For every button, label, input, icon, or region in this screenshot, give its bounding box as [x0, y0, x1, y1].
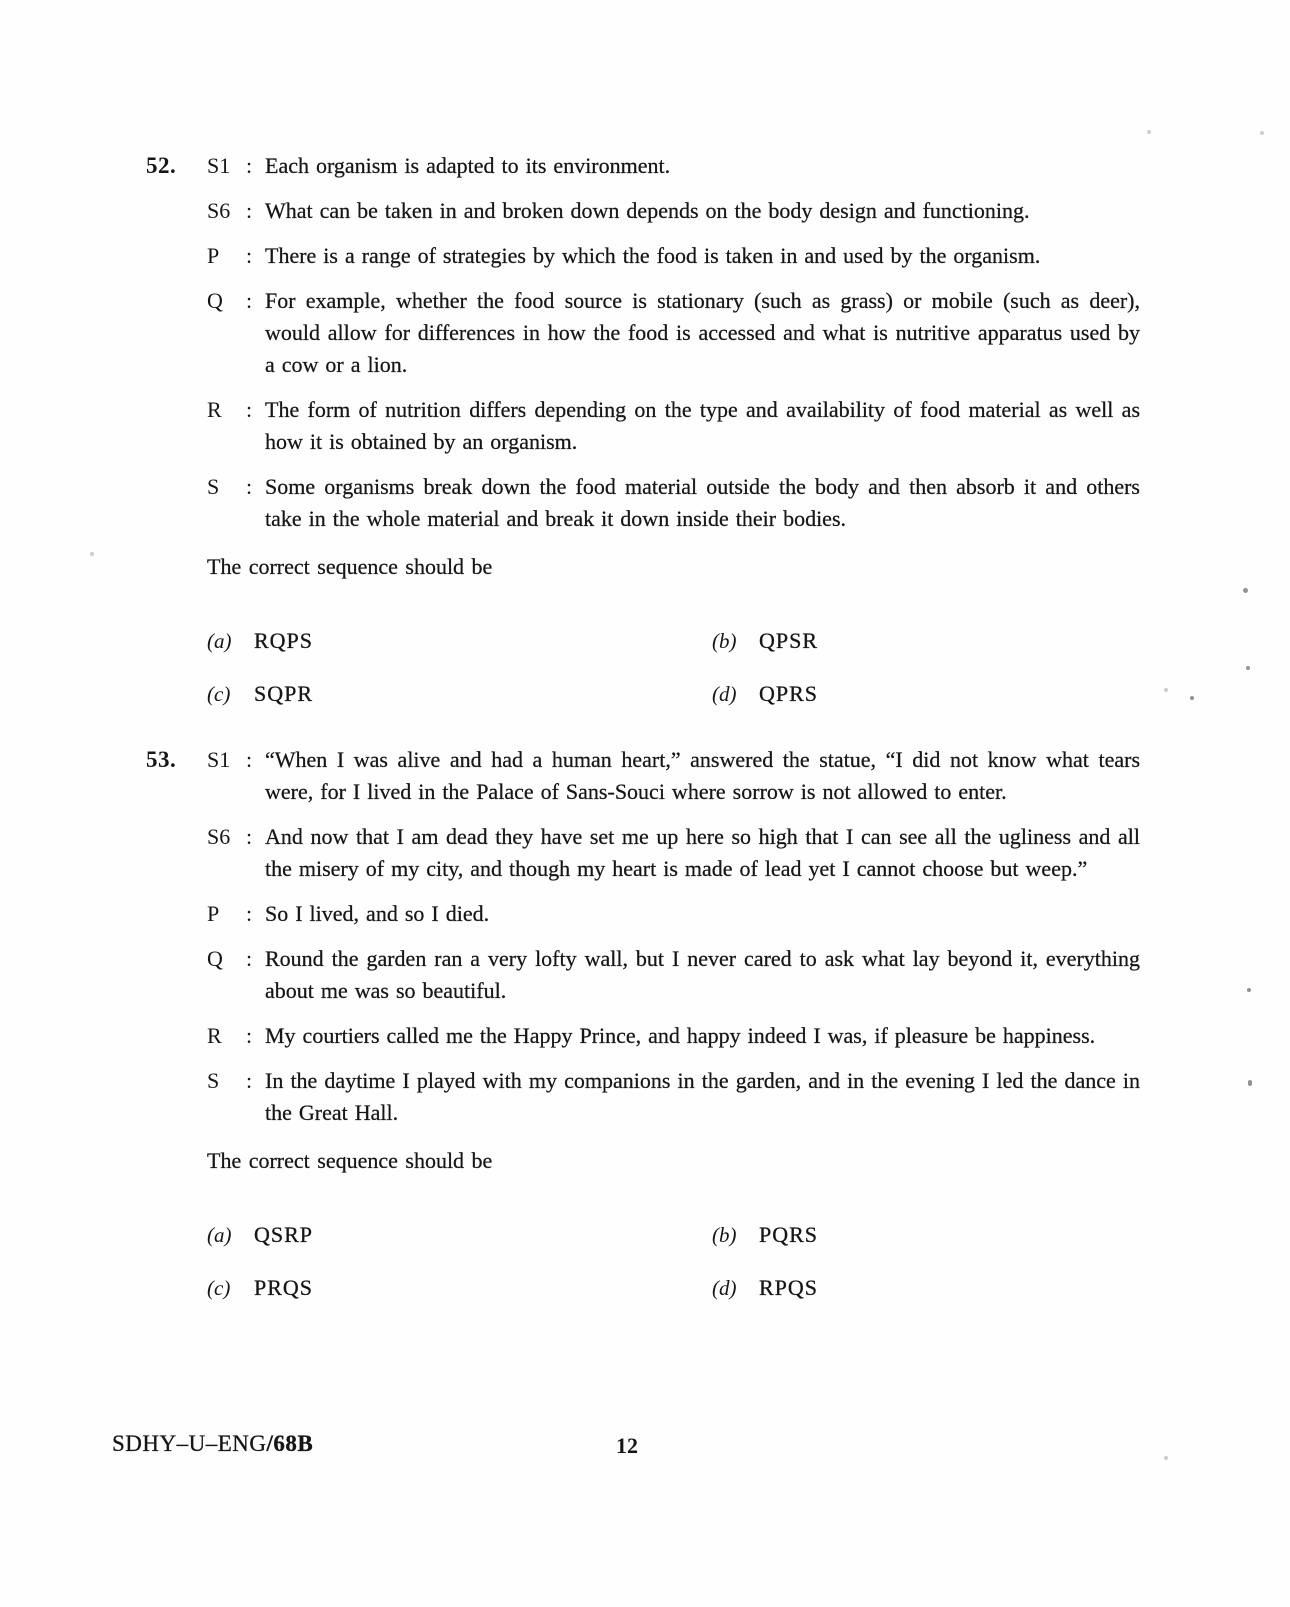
statement-r [207, 1020, 1140, 1052]
statement-text: What can be taken in and broken down depends on the body design and functioning. [265, 198, 1030, 223]
statement-text: The form of nutrition differs depending on the type and availability of food material as well as how it is obtained by an organism. [265, 397, 1140, 454]
scan-speck [1243, 588, 1248, 593]
statement-colon: : [246, 243, 253, 268]
statement-s1 [207, 744, 1140, 808]
statement-q [207, 285, 1140, 381]
question-53 [148, 744, 1140, 1304]
statement-label: R [207, 397, 222, 422]
question-number: 53. [146, 747, 177, 772]
statement-s [207, 471, 1140, 535]
statement-text: And now that I am dead they have set me up here so high that I can see all the ugliness and all the misery of my city, and though my heart is made of lead yet I cannot choose but weep.” [265, 824, 1140, 881]
option-a [207, 1219, 712, 1251]
scan-speck [90, 552, 94, 556]
statement-label: Q [207, 946, 223, 971]
options-group [207, 625, 1140, 710]
scan-speck [1147, 130, 1151, 134]
option-a [207, 625, 712, 657]
sequence-prompt: The correct sequence should be [207, 1148, 493, 1173]
scan-speck [1164, 688, 1168, 692]
statement-colon: : [246, 198, 253, 223]
statement-label: P [207, 901, 220, 926]
page-content [148, 150, 1140, 1338]
page-footer [112, 1428, 1142, 1464]
option-c [207, 1272, 712, 1304]
option-value: RPQS [759, 1275, 819, 1300]
statement-text: Round the garden ran a very lofty wall, but I never cared to ask what lay beyond it, everything about me was so beautiful. [265, 946, 1140, 1003]
option-value: RQPS [254, 628, 314, 653]
option-value: PRQS [254, 1275, 314, 1300]
statement-colon: : [246, 946, 253, 971]
statement-s6 [207, 195, 1140, 227]
statement-colon: : [246, 824, 253, 849]
scan-speck [1260, 131, 1264, 135]
statement-r [207, 394, 1140, 458]
statement-p [207, 898, 1140, 930]
statement-label: S6 [207, 824, 231, 849]
statement-text: So I lived, and so I died. [265, 901, 490, 926]
option-d [712, 1272, 818, 1304]
option-value: QSRP [254, 1222, 314, 1247]
statement-colon: : [246, 288, 253, 313]
statement-label: P [207, 243, 220, 268]
option-letter: (b) [712, 1223, 737, 1247]
statement-label: S [207, 1068, 220, 1093]
statement-text: Each organism is adapted to its environment. [265, 153, 671, 178]
statement-colon: : [246, 153, 253, 178]
option-value: SQPR [254, 681, 314, 706]
statement-text: In the daytime I played with my companions in the garden, and in the evening I led the dance in the Great Hall. [265, 1068, 1140, 1125]
statement-s1 [207, 150, 1140, 182]
sequence-prompt: The correct sequence should be [207, 554, 493, 579]
option-d [712, 678, 818, 710]
statement-colon: : [246, 1023, 253, 1048]
statement-label: R [207, 1023, 222, 1048]
statement-colon: : [246, 474, 253, 499]
option-letter: (c) [207, 1276, 231, 1300]
scan-speck [1164, 1456, 1168, 1460]
statement-q [207, 943, 1140, 1007]
option-b [712, 625, 818, 657]
question-52 [148, 150, 1140, 710]
statement-s6 [207, 821, 1140, 885]
statement-text: There is a range of strategies by which the food is taken in and used by the organism. [265, 243, 1041, 268]
scan-speck [1190, 696, 1194, 700]
statement-colon: : [246, 1068, 253, 1093]
page-number: 12 [616, 1433, 638, 1458]
statement-text: My courtiers called me the Happy Prince, and happy indeed I was, if pleasure be happiness. [265, 1023, 1096, 1048]
statement-colon: : [246, 747, 253, 772]
option-letter: (d) [712, 682, 737, 706]
statement-text: Some organisms break down the food material outside the body and then absorb it and others take in the whole material and break it down inside their bodies. [265, 474, 1140, 531]
option-value: QPSR [759, 628, 819, 653]
option-letter: (a) [207, 629, 232, 653]
booklet-code-prefix: SDHY–U–ENG [112, 1431, 267, 1456]
statement-s [207, 1065, 1140, 1129]
scan-speck [1247, 988, 1251, 992]
question-number: 52. [146, 153, 177, 178]
statement-label: S [207, 474, 220, 499]
statement-label: S1 [207, 747, 231, 772]
statement-label: S6 [207, 198, 231, 223]
statement-label: Q [207, 288, 223, 313]
option-letter: (d) [712, 1276, 737, 1300]
booklet-code-suffix: /68B [266, 1431, 314, 1456]
statement-p [207, 240, 1140, 272]
option-b [712, 1219, 818, 1251]
statement-colon: : [246, 397, 253, 422]
option-letter: (a) [207, 1223, 232, 1247]
option-value: QPRS [759, 681, 819, 706]
option-letter: (c) [207, 682, 231, 706]
scan-speck [1246, 666, 1250, 670]
statement-colon: : [246, 901, 253, 926]
option-value: PQRS [759, 1222, 819, 1247]
options-group [207, 1219, 1140, 1304]
statement-label: S1 [207, 153, 231, 178]
statement-text: For example, whether the food source is stationary (such as grass) or mobile (such as deer), would allow for differences in how the food is accessed and what is nutritive apparatus used by a cow or a lion. [265, 288, 1140, 377]
scan-speck [1248, 1080, 1252, 1086]
option-c [207, 678, 712, 710]
option-letter: (b) [712, 629, 737, 653]
statement-text: “When I was alive and had a human heart,” answered the statue, “I did not know what tears were, for I lived in the Palace of Sans-Souci where sorrow is not allowed to enter. [265, 747, 1140, 804]
